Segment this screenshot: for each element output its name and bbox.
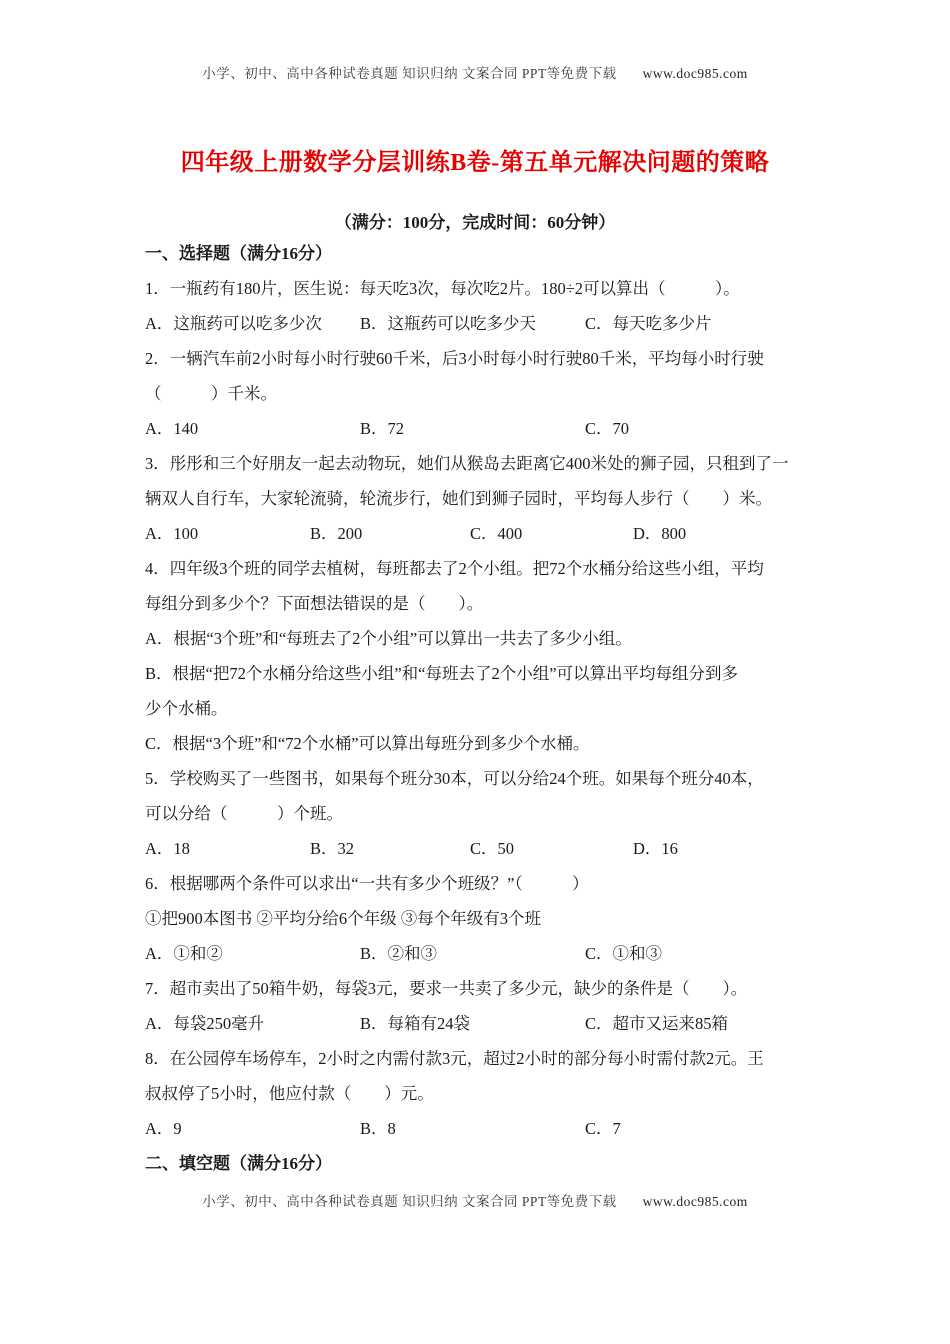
question-text: 2．一辆汽车前2小时每小时行驶60千米，后3小时每小时行驶80千米，平均每小时行驶 <box>145 349 764 368</box>
question-text: 每组分到多少个？下面想法错误的是（ ）。 <box>145 594 484 613</box>
question-3 <box>145 446 807 551</box>
section-fill-heading: 二、填空题（满分16分） <box>145 1154 332 1173</box>
option-b: B．每箱有24袋 <box>360 1014 471 1033</box>
question-1 <box>145 271 807 341</box>
option-a: A．根据“3个班”和“每班去了2个小组”可以算出一共去了多少小组。 <box>145 629 632 648</box>
option-b: B．这瓶药可以吃多少天 <box>360 314 537 333</box>
option-c: C．每天吃多少片 <box>585 314 712 333</box>
options-row <box>145 1006 807 1041</box>
question-6 <box>145 866 807 971</box>
options-row <box>145 306 807 341</box>
question-text: 辆双人自行车，大家轮流骑，轮流步行，她们到狮子园时，平均每人步行（ ）米。 <box>145 489 772 508</box>
option-c: C．①和③ <box>585 944 663 963</box>
question-text: 8．在公园停车场停车，2小时之内需付款3元，超过2小时的部分每小时需付款2元。王 <box>145 1049 764 1068</box>
option-b: B．根据“把72个水桶分给这些小组”和“每班去了2个小组”可以算出平均每组分到多 <box>145 664 739 683</box>
footer <box>0 1190 950 1210</box>
question-text: 4．四年级3个班的同学去植树，每班都去了2个小组。把72个水桶分给这些小组，平均 <box>145 559 764 578</box>
option-b: B．8 <box>360 1119 396 1138</box>
option-b: B．32 <box>310 839 355 858</box>
condition-list: ①把900本图书 ②平均分给6个年级 ③每个年级有3个班 <box>145 909 541 928</box>
option-a: A．每袋250毫升 <box>145 1014 265 1033</box>
question-8 <box>145 1041 807 1146</box>
exam-body <box>145 236 807 1181</box>
options-row <box>145 936 807 971</box>
question-text: 叔叔停了5小时，他应付款（ ）元。 <box>145 1084 434 1103</box>
question-5 <box>145 761 807 866</box>
option-a: A．140 <box>145 419 199 438</box>
option-c: C．70 <box>585 419 630 438</box>
option-c: C．400 <box>470 524 523 543</box>
options-row <box>145 831 807 866</box>
page-title: 四年级上册数学分层训练B卷-第五单元解决问题的策略 <box>180 150 770 176</box>
section-choice-heading: 一、选择题（满分16分） <box>145 244 332 263</box>
question-2 <box>145 341 807 446</box>
option-c: C．根据“3个班”和“72个水桶”可以算出每班分到多少个水桶。 <box>145 734 590 753</box>
option-a: A．这瓶药可以吃多少次 <box>145 314 322 333</box>
question-text: 可以分给（ ）个班。 <box>145 804 343 823</box>
option-a: A．100 <box>145 524 199 543</box>
option-a: A．①和② <box>145 944 223 963</box>
option-b-continued: 少个水桶。 <box>145 699 228 718</box>
header <box>0 62 950 82</box>
option-c: C．7 <box>585 1119 621 1138</box>
option-a: A．9 <box>145 1119 182 1138</box>
footer-site-link: www.doc985.com <box>642 1194 748 1209</box>
question-text: 3．彤彤和三个好朋友一起去动物玩，她们从猴岛去距离它400米处的狮子园，只租到了一 <box>145 454 789 473</box>
question-text: 7．超市卖出了50箱牛奶，每袋3元，要求一共卖了多少元，缺少的条件是（ ）。 <box>145 979 748 998</box>
options-row <box>145 516 807 551</box>
option-b: B．200 <box>310 524 363 543</box>
options-row <box>145 411 807 446</box>
question-text: 5．学校购买了一些图书，如果每个班分30本，可以分给24个班。如果每个班分40本， <box>145 769 764 788</box>
option-b: B．②和③ <box>360 944 438 963</box>
question-text: （ ）千米。 <box>145 384 277 403</box>
option-c: C．50 <box>470 839 515 858</box>
option-b: B．72 <box>360 419 405 438</box>
option-a: A．18 <box>145 839 190 858</box>
question-text: 6．根据哪两个条件可以求出“一共有多少个班级？”（ ） <box>145 874 589 893</box>
question-4 <box>145 551 807 761</box>
footer-text: 小学、初中、高中各种试卷真题 知识归纳 文案合同 PPT等免费下载 <box>202 1194 617 1209</box>
option-d: D．16 <box>633 839 678 858</box>
option-d: D．800 <box>633 524 687 543</box>
question-7 <box>145 971 807 1041</box>
question-text: 1．一瓶药有180片，医生说：每天吃3次，每次吃2片。180÷2可以算出（ ）。 <box>145 279 740 298</box>
header-site-link: www.doc985.com <box>642 66 748 81</box>
exam-meta-subtitle: （满分：100分，完成时间：60分钟） <box>334 213 616 232</box>
header-text: 小学、初中、高中各种试卷真题 知识归纳 文案合同 PPT等免费下载 <box>202 66 617 81</box>
option-c: C．超市又运来85箱 <box>585 1014 729 1033</box>
options-row <box>145 1111 807 1146</box>
